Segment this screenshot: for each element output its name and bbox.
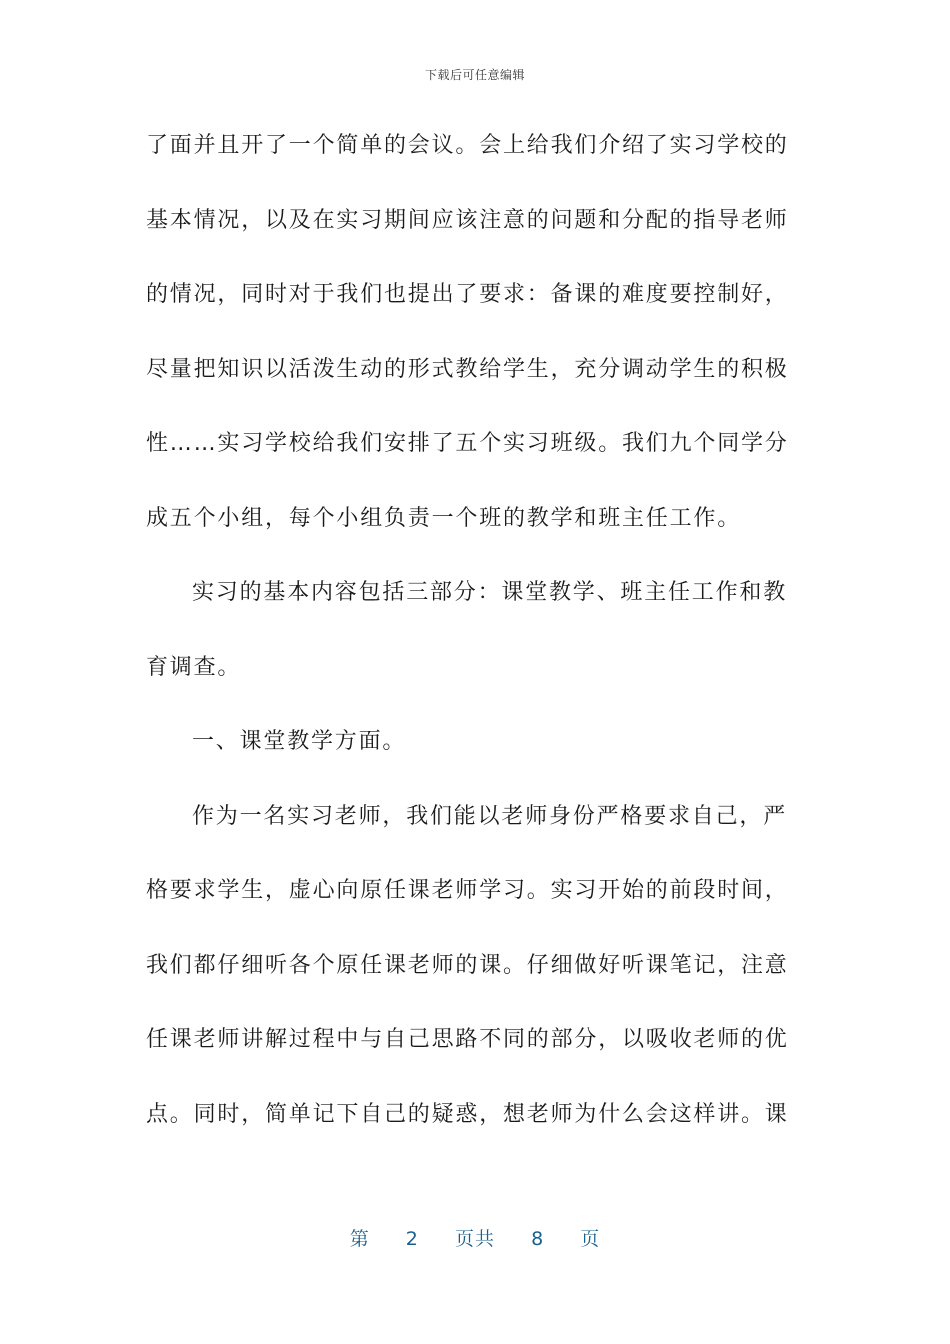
paragraph-line: 育调查。 <box>146 654 242 680</box>
paragraph-line: 作为一名实习老师，我们能以老师身份严格要求自己，严 <box>192 803 788 829</box>
paragraph-line: 的情况，同时对于我们也提出了要求：备课的难度要控制好， <box>146 282 789 307</box>
footer-middle: 页共 <box>454 1228 495 1250</box>
paragraph-line: 成五个小组，每个小组负责一个班的教学和班主任工作。 <box>146 505 742 531</box>
page-header: 下载后可任意编辑 <box>424 68 525 82</box>
page-footer <box>0 1224 950 1251</box>
paragraph-line: 我们都仔细听各个原任课老师的课。仔细做好听课笔记，注意 <box>146 952 789 978</box>
paragraph-line: 了面并且开了一个简单的会议。会上给我们介绍了实习学校的 <box>146 133 789 158</box>
paragraph-line: 点。同时，简单记下自己的疑惑，想老师为什么会这样讲。课 <box>146 1101 789 1127</box>
paragraph-line: 格要求学生，虚心向原任课老师学习。实习开始的前段时间， <box>146 878 789 903</box>
footer-prefix: 第 <box>349 1228 370 1250</box>
section-heading: 一、课堂教学方面。 <box>192 729 407 754</box>
paragraph-line: 基本情况，以及在实习期间应该注意的问题和分配的指导老师 <box>146 207 789 233</box>
paragraph-line: 性……实习学校给我们安排了五个实习班级。我们九个同学分 <box>146 431 789 456</box>
paragraph-line: 实习的基本内容包括三部分：课堂教学、班主任工作和教 <box>192 580 788 605</box>
footer-suffix: 页 <box>580 1228 601 1250</box>
paragraph-line: 任课老师讲解过程中与自己思路不同的部分，以吸收老师的优 <box>146 1027 789 1052</box>
paragraph-line: 尽量把知识以活泼生动的形式教给学生，充分调动学生的积极 <box>146 356 789 382</box>
total-pages-number: 8 <box>531 1228 545 1250</box>
current-page-number: 2 <box>405 1228 419 1250</box>
document-body <box>146 126 806 1169</box>
